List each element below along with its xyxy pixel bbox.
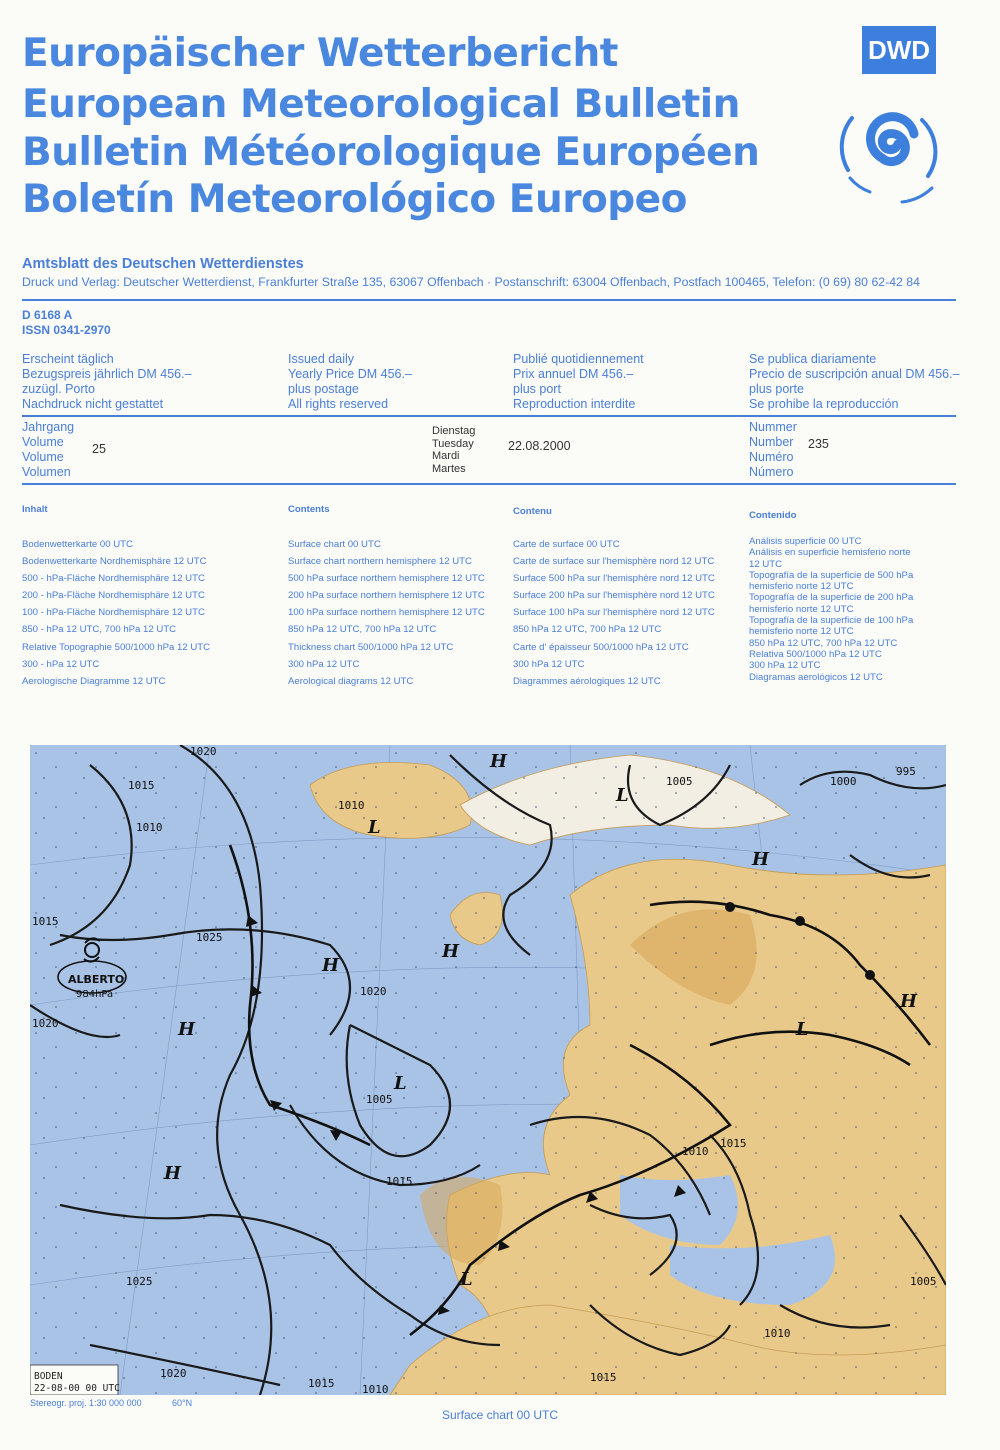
high-center: H [900,991,918,1012]
contents-item: 850 hPa 12 UTC, 700 hPa 12 UTC [513,624,662,636]
info-line: Se publica diariamente [749,352,877,366]
issn: ISSN 0341-2970 [22,323,111,337]
publication-info-fr [513,352,644,412]
publication-info-es [749,352,960,412]
contents-item: 850 - hPa 12 UTC, 700 hPa 12 UTC [22,624,177,636]
contents-item: 100 - hPa-Fläche Nordhemisphäre 12 UTC [22,607,205,619]
info-line: plus postage [288,382,359,396]
number-label: Numéro [749,450,794,464]
day-label: Dienstag [432,425,476,437]
contents-heading-en: Contents [288,504,330,515]
contents-item: 500 - hPa-Fläche Nordhemisphäre 12 UTC [22,573,205,585]
high-center: H [442,941,460,962]
contents-item: 850 hPa 12 UTC, 700 hPa 12 UTC [288,624,437,636]
publication-info-de [22,352,192,412]
contents-item: Carte de surface sur l'hemisphère nord 12 UTC [513,556,715,568]
number-labels [749,420,797,480]
volume-label: Volumen [22,465,71,479]
volume-label: Volume [22,435,64,449]
isobar-label: 1015 [720,1137,747,1150]
contents-item: Bodenwetterkarte Nordhemisphäre 12 UTC [22,556,207,568]
contents-list-es [749,536,919,683]
contents-item: 300 hPa 12 UTC [288,658,360,670]
contents-heading-fr: Contenu [513,506,552,517]
contents-item: Surface 100 hPa sur l'hemisphère nord 12 UTC [513,607,715,619]
info-line: Se prohibe la reproducción [749,397,899,411]
isobar-label: 1000 [830,775,857,788]
isobar-label: 1025 [126,1275,153,1288]
contents-list-en [288,536,485,690]
isobar-label: 1005 [366,1093,393,1106]
contents-item: Aerological diagrams 12 UTC [288,675,414,687]
contents-item: Surface 200 hPa sur l'hemisphère nord 12 UTC [513,590,715,602]
low-center: L [796,1019,809,1040]
isobar-label: 1020 [160,1367,187,1380]
surface-chart-map [30,745,946,1395]
info-line: Issued daily [288,352,355,366]
contents-item: Análisis en superficie hemisferio norte 12 UTC [749,547,911,570]
isobar-label: 995 [896,765,916,778]
low-center: L [394,1073,407,1094]
contents-item: 850 hPa 12 UTC, 700 hPa 12 UTC [749,637,898,649]
title-german: Europäischer Wetterbericht [22,31,618,76]
isobar-label: 1025 [196,931,223,944]
high-center: H [752,849,770,870]
volume-labels [22,420,74,480]
day-label: Mardi [432,450,460,462]
info-line: Publié quotidiennement [513,352,644,366]
number-label: Número [749,465,794,479]
stamp-title: BODEN [34,1371,63,1382]
contents-item: Relative Topographie 500/1000 hPa 12 UTC [22,641,211,653]
title-spanish: Boletín Meteorológico Europeo [22,177,687,222]
info-line: plus porte [749,382,804,396]
isobar-label: 1015 [32,915,59,928]
isobar-label: 1010 [136,821,163,834]
contents-item: 300 - hPa 12 UTC [22,658,100,670]
day-label: Tuesday [432,437,474,450]
info-line: plus port [513,382,561,396]
map-canvas [30,745,946,1395]
isobar-label: 1005 [666,775,693,788]
dwd-logo-text: DWD [862,26,936,74]
isobar-label: 1015 [308,1377,335,1390]
volume-value: 25 [92,442,106,456]
number-label: Number [749,435,794,449]
contents-item: Topografía de la superficie de 500 hPa hemisferio norte 12 UTC [749,569,914,593]
info-line: All rights reserved [288,397,389,411]
high-center: H [490,751,508,772]
high-center: H [164,1163,182,1184]
contents-item: Diagramas aerológicos 12 UTC [749,671,883,683]
contents-item: 300 hPa 12 UTC [513,658,585,670]
station-plots [30,745,946,1395]
publication-ids [22,308,111,338]
contents-list-de [22,536,210,690]
contents-list-fr [513,536,715,690]
volume-label: Volume [22,450,64,464]
map-caption: Surface chart 00 UTC [441,1408,559,1422]
isobar-label: 1015 [590,1371,617,1384]
info-line: Yearly Price DM 456.– [288,367,412,381]
publication-code: D 6168 A [22,308,73,322]
low-center: L [616,785,629,806]
contents-item: Diagrammes aérologiques 12 UTC [513,675,661,687]
divider [22,483,956,485]
contents-item: Relativa 500/1000 hPa 12 UTC [749,648,882,660]
contents-item: Topografía de la superficie de 200 hPa hemisferio norte 12 UTC [749,592,914,615]
info-line: Precio de suscripción anual DM 456.– [749,367,960,381]
contents-heading-de: Inhalt [22,504,48,515]
contents-item: 200 hPa surface northern hemisphere 12 UTC [288,590,485,602]
isobar-label: 1020 [360,985,387,998]
storm-name: ALBERTO [68,973,125,986]
isobar-label: 1020 [32,1017,59,1030]
info-line: Bezugspreis jährlich DM 456.– [22,367,192,381]
stamp-time: 22-08-00 00 UTC [34,1383,120,1394]
contents-item: Análisis superficie 00 UTC [749,536,862,547]
high-center: H [322,955,340,976]
contents-item: Thickness chart 500/1000 hPa 12 UTC [288,641,454,653]
contents-item: Aerologische Diagramme 12 UTC [22,675,166,687]
number-label: Nummer [749,420,797,434]
contents-item: 300 hPa 12 UTC [749,660,821,672]
info-line: Erscheint täglich [22,352,114,366]
low-center: L [368,817,381,838]
contents-item: Surface chart 00 UTC [288,539,381,550]
isobar-label: 1010 [682,1145,709,1158]
isobar-label: 1015 [128,779,155,792]
day-labels [432,425,475,475]
info-line: Nachdruck nicht gestattet [22,397,164,411]
isobar-label: 1020 [190,745,217,758]
contents-heading-es: Contenido [749,510,797,521]
subtitle: Amtsblatt des Deutschen Wetterdienstes [22,256,304,272]
contents-item: Carte d' épaisseur 500/1000 hPa 12 UTC [513,641,689,653]
isobar-label: 1010 [362,1383,389,1395]
day-label: Martes [432,462,466,475]
isobar-label: 1010 [764,1327,791,1340]
address-line: Druck und Verlag: Deutscher Wetterdienst, Frankfurter Straße 135, 63067 Offenbach · Postanschrift: 63004 Offenbach, Postfach 100465, Telefon: (0 69) 80 62-42 84 [22,275,920,289]
info-line: Reproduction interdite [513,397,636,411]
contents-item: Topografía de la superficie de 100 hPa hemisferio norte 12 UTC [749,615,914,638]
isobar-label: 1010 [338,799,365,812]
title-french: Bulletin Météorologique Européen [22,130,760,175]
contents-item: 200 - hPa-Fläche Nordhemisphäre 12 UTC [22,590,205,602]
latitude-note: 60°N [172,1398,193,1408]
divider [22,415,956,417]
divider [22,299,956,301]
isobar-label: 1005 [910,1275,937,1288]
storm-pressure: 984hPa [76,989,114,1000]
volume-label: Jahrgang [22,420,75,434]
contents-item: 100 hPa surface northern hemisphere 12 UTC [288,607,485,619]
contents-item: Surface chart northern hemisphere 12 UTC [288,556,472,568]
contents-item: Bodenwetterkarte 00 UTC [22,539,133,550]
issue-number: 235 [808,437,829,451]
isobar-label: 1015 [386,1175,413,1188]
dwd-swirl-logo-icon [812,80,962,210]
publication-info-en [288,352,412,412]
projection-note: Stereogr. proj. 1:30 000 000 [30,1398,142,1408]
contents-item: 500 hPa surface northern hemisphere 12 UTC [288,573,485,585]
info-line: zuzügl. Porto [22,382,95,396]
low-center: L [460,1269,473,1290]
high-center: H [178,1019,196,1040]
issue-date: 22.08.2000 [508,439,571,453]
title-english: European Meteorological Bulletin [22,82,740,127]
contents-item: Carte de surface 00 UTC [513,539,620,550]
info-line: Prix annuel DM 456.– [513,367,634,381]
contents-item: Surface 500 hPa sur l'hemisphère nord 12 UTC [513,573,715,585]
